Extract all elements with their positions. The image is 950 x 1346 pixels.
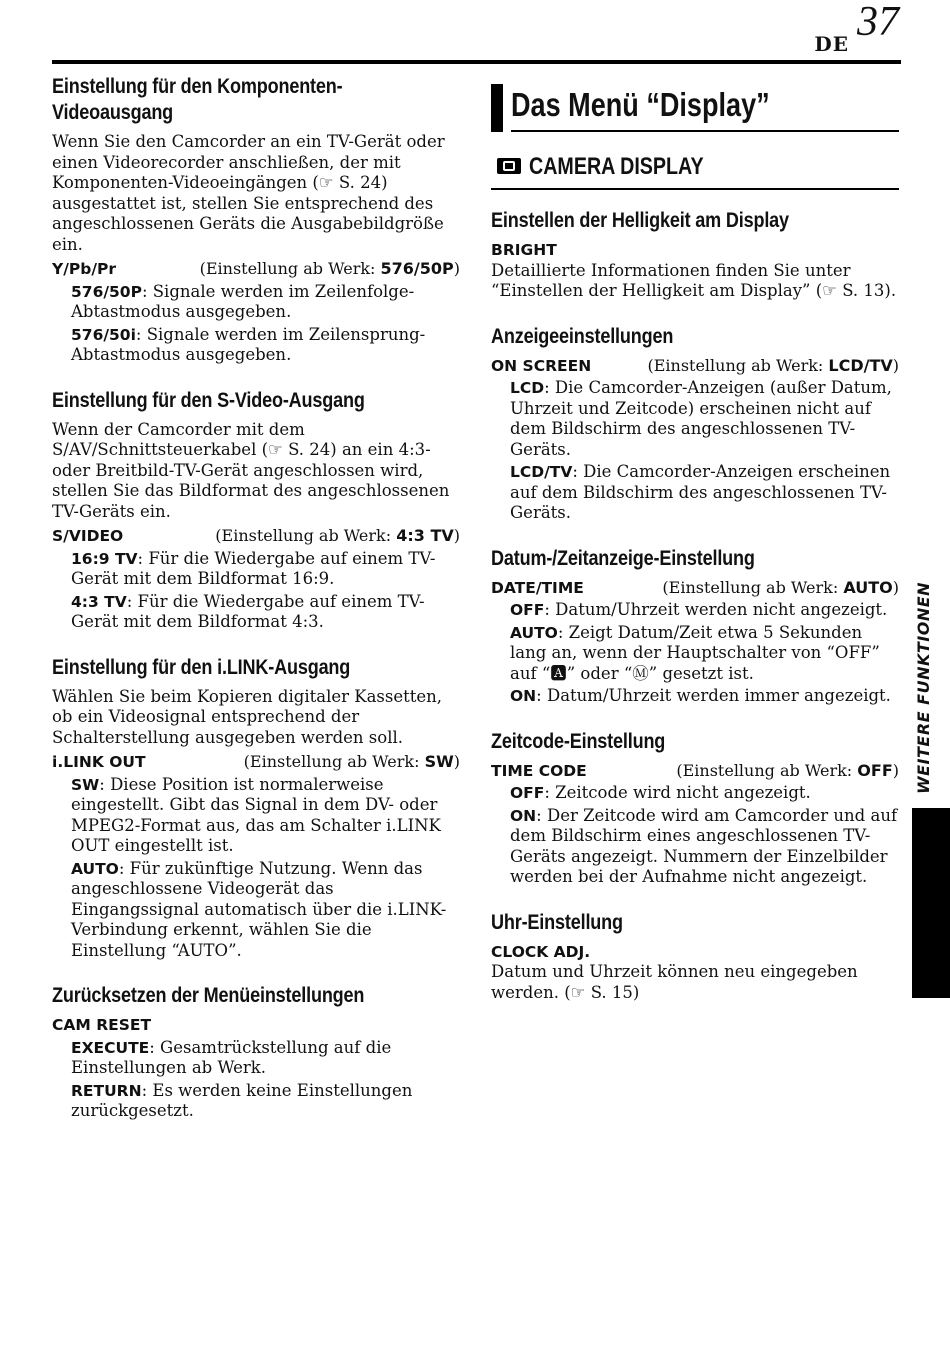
section-ilink <box>52 655 460 962</box>
setting-name: CAM RESET <box>52 1016 152 1034</box>
title-rule <box>511 130 899 132</box>
setting-name: ON SCREEN <box>491 356 592 375</box>
setting-row <box>491 578 899 599</box>
setting-row <box>491 356 899 377</box>
option-item: LCD/TV: Die Camcorder-Anzeigen erscheinen auf dem Bildschirm des angeschlossenen TV-Geräts. <box>510 462 891 522</box>
option-item: LCD: Die Camcorder-Anzeigen (außer Datum, Uhrzeit und Zeitcode) erscheinen nicht auf dem Bildschirm des angeschlossenen TV-Geräts. <box>510 378 892 459</box>
setting-default: (Einstellung ab Werk: SW) <box>243 752 460 771</box>
right-column <box>491 74 899 1003</box>
setting-name: BRIGHT <box>491 241 557 259</box>
setting-default: (Einstellung ab Werk: OFF) <box>676 760 899 780</box>
setting-default: (Einstellung ab Werk: LCD/TV) <box>647 355 899 375</box>
option-item: ON: Der Zeitcode wird am Camcorder und auf dem Bildschirm eines angeschlossenen TV-Geräts angezeigt. Nummern der Einzelbilder werden bei der Aufnahme nicht angezeigt. <box>510 805 898 886</box>
section-title: Anzeigeeinstellungen <box>491 324 674 348</box>
section-title: Uhr-Einstellung <box>491 910 623 934</box>
setting-name: DATE/TIME <box>491 578 584 597</box>
option-item: OFF: Zeitcode wird nicht angezeigt. <box>510 783 811 802</box>
section-title-line: Videoausgang <box>52 101 174 124</box>
section-clock <box>491 910 899 1004</box>
section-cam-reset <box>52 983 460 1122</box>
setting-name: Y/Pb/Pr <box>52 260 117 278</box>
option-item: 4:3 TV: Für die Wiedergabe auf einem TV-Gerät mit dem Bildformat 4:3. <box>71 591 425 631</box>
setting-row <box>52 259 460 280</box>
setting-row <box>52 752 460 773</box>
section-component-video <box>52 74 460 366</box>
chapter-title <box>491 78 899 132</box>
section-date-time <box>491 546 899 707</box>
setting-default: (Einstellung ab Werk: AUTO) <box>662 577 899 597</box>
setting-row <box>491 240 899 261</box>
option-item: ON: Datum/Uhrzeit werden immer angezeigt. <box>510 686 891 705</box>
setting-default: (Einstellung ab Werk: 4:3 TV) <box>215 526 460 545</box>
section-on-screen <box>491 324 899 524</box>
setting-name: CLOCK ADJ. <box>491 942 591 961</box>
setting-default: (Einstellung ab Werk: 576/50P) <box>199 259 460 278</box>
section-body: Detaillierte Informationen finden Sie unter “Einstellen der Helligkeit am Display” (☞ S. 13). <box>491 260 897 300</box>
page-header <box>52 0 901 66</box>
setting-row <box>52 526 460 547</box>
setting-row <box>491 942 899 963</box>
section-body: Wählen Sie beim Kopieren digitaler Kassetten, ob ein Videosignal entsprechend der Schalterstellung ausgegeben werden soll. <box>52 686 443 747</box>
option-item: SW: Diese Position ist normalerweise eingestellt. Gibt das Signal in dem DV- oder MPEG2-Format aus, das am Schalter i.LINK OUT eingestellt ist. <box>71 774 441 855</box>
side-tab-marker <box>912 808 950 998</box>
section-title: Zeitcode-Einstellung <box>491 729 666 753</box>
section-title: Datum-/Zeitanzeige-Einstellung <box>491 546 755 570</box>
section-body: Wenn Sie den Camcorder an ein TV-Gerät oder einen Videorecorder anschließen, der mit Komponenten-Videoeingängen (☞ S. 24) ausgestattet ist, stellen Sie entsprechend des angeschlossenen Geräts die Ausgabebildgröße ein. <box>52 132 445 254</box>
setting-row <box>491 761 899 782</box>
section-body: Datum und Uhrzeit können neu eingegeben werden. (☞ S. 15) <box>491 962 858 1002</box>
section-title: Einstellung für den S-Video-Ausgang <box>52 388 365 412</box>
side-tab-label <box>900 580 948 795</box>
section-time-code <box>491 729 899 888</box>
setting-name: S/VIDEO <box>52 527 124 545</box>
section-title: Einstellen der Helligkeit am Display <box>491 209 789 232</box>
option-item: AUTO: Zeigt Datum/Zeit etwa 5 Sekunden lang an, wenn der Hauptschalter von “OFF” auf “🅰” oder “Ⓜ” gesetzt ist. <box>510 622 880 683</box>
header-rule <box>52 60 901 64</box>
setting-name: TIME CODE <box>491 761 587 780</box>
setting-row <box>52 1015 460 1036</box>
menu-title-rule <box>491 188 899 190</box>
side-tab-text: WEITERE FUNKTIONEN <box>913 581 933 794</box>
option-item: 16:9 TV: Für die Wiedergabe auf einem TV-Gerät mit dem Bildformat 16:9. <box>71 548 436 588</box>
option-item: 576/50i: Signale werden im Zeilensprung-Abtastmodus ausgegeben. <box>71 324 426 364</box>
setting-name: i.LINK OUT <box>52 753 146 771</box>
chapter-title-text: Das Menü “Display” <box>511 86 770 123</box>
option-item: 576/50P: Signale werden im Zeilenfolge-Abtastmodus ausgegeben. <box>71 281 415 321</box>
section-title-line: Einstellung für den Komponenten- <box>52 75 343 98</box>
page-language: DE <box>814 32 849 56</box>
section-title <box>52 74 403 126</box>
title-bar <box>491 84 503 132</box>
option-item: RETURN: Es werden keine Einstellungen zurückgesetzt. <box>71 1080 413 1120</box>
option-item: AUTO: Für zukünftige Nutzung. Wenn das angeschlossene Videogerät das Eingangssignal automatisch über die i.LINK-Verbindung erkennt, wählen Sie die Einstellung “AUTO”. <box>71 858 447 960</box>
option-item: OFF: Datum/Uhrzeit werden nicht angezeigt. <box>510 600 888 619</box>
left-column <box>52 74 460 1122</box>
page-number: 37 <box>857 0 899 45</box>
option-item: EXECUTE: Gesamtrückstellung auf die Einstellungen ab Werk. <box>71 1037 392 1077</box>
section-title: Zurücksetzen der Menüeinstellungen <box>52 984 365 1007</box>
section-brightness <box>491 208 899 302</box>
menu-title-text: CAMERA DISPLAY <box>529 153 704 180</box>
section-title: Einstellung für den i.LINK-Ausgang <box>52 655 351 679</box>
section-s-video <box>52 388 460 633</box>
menu-title <box>491 142 899 190</box>
section-body: Wenn der Camcorder mit dem S/AV/Schnittsteuerkabel (☞ S. 24) an ein 4:3- oder Breitbild-TV-Gerät angeschlossen wird, stellen Sie das Bildformat des angeschlossenen TV-Geräts ein. <box>52 419 450 521</box>
camera-display-icon <box>497 158 521 174</box>
